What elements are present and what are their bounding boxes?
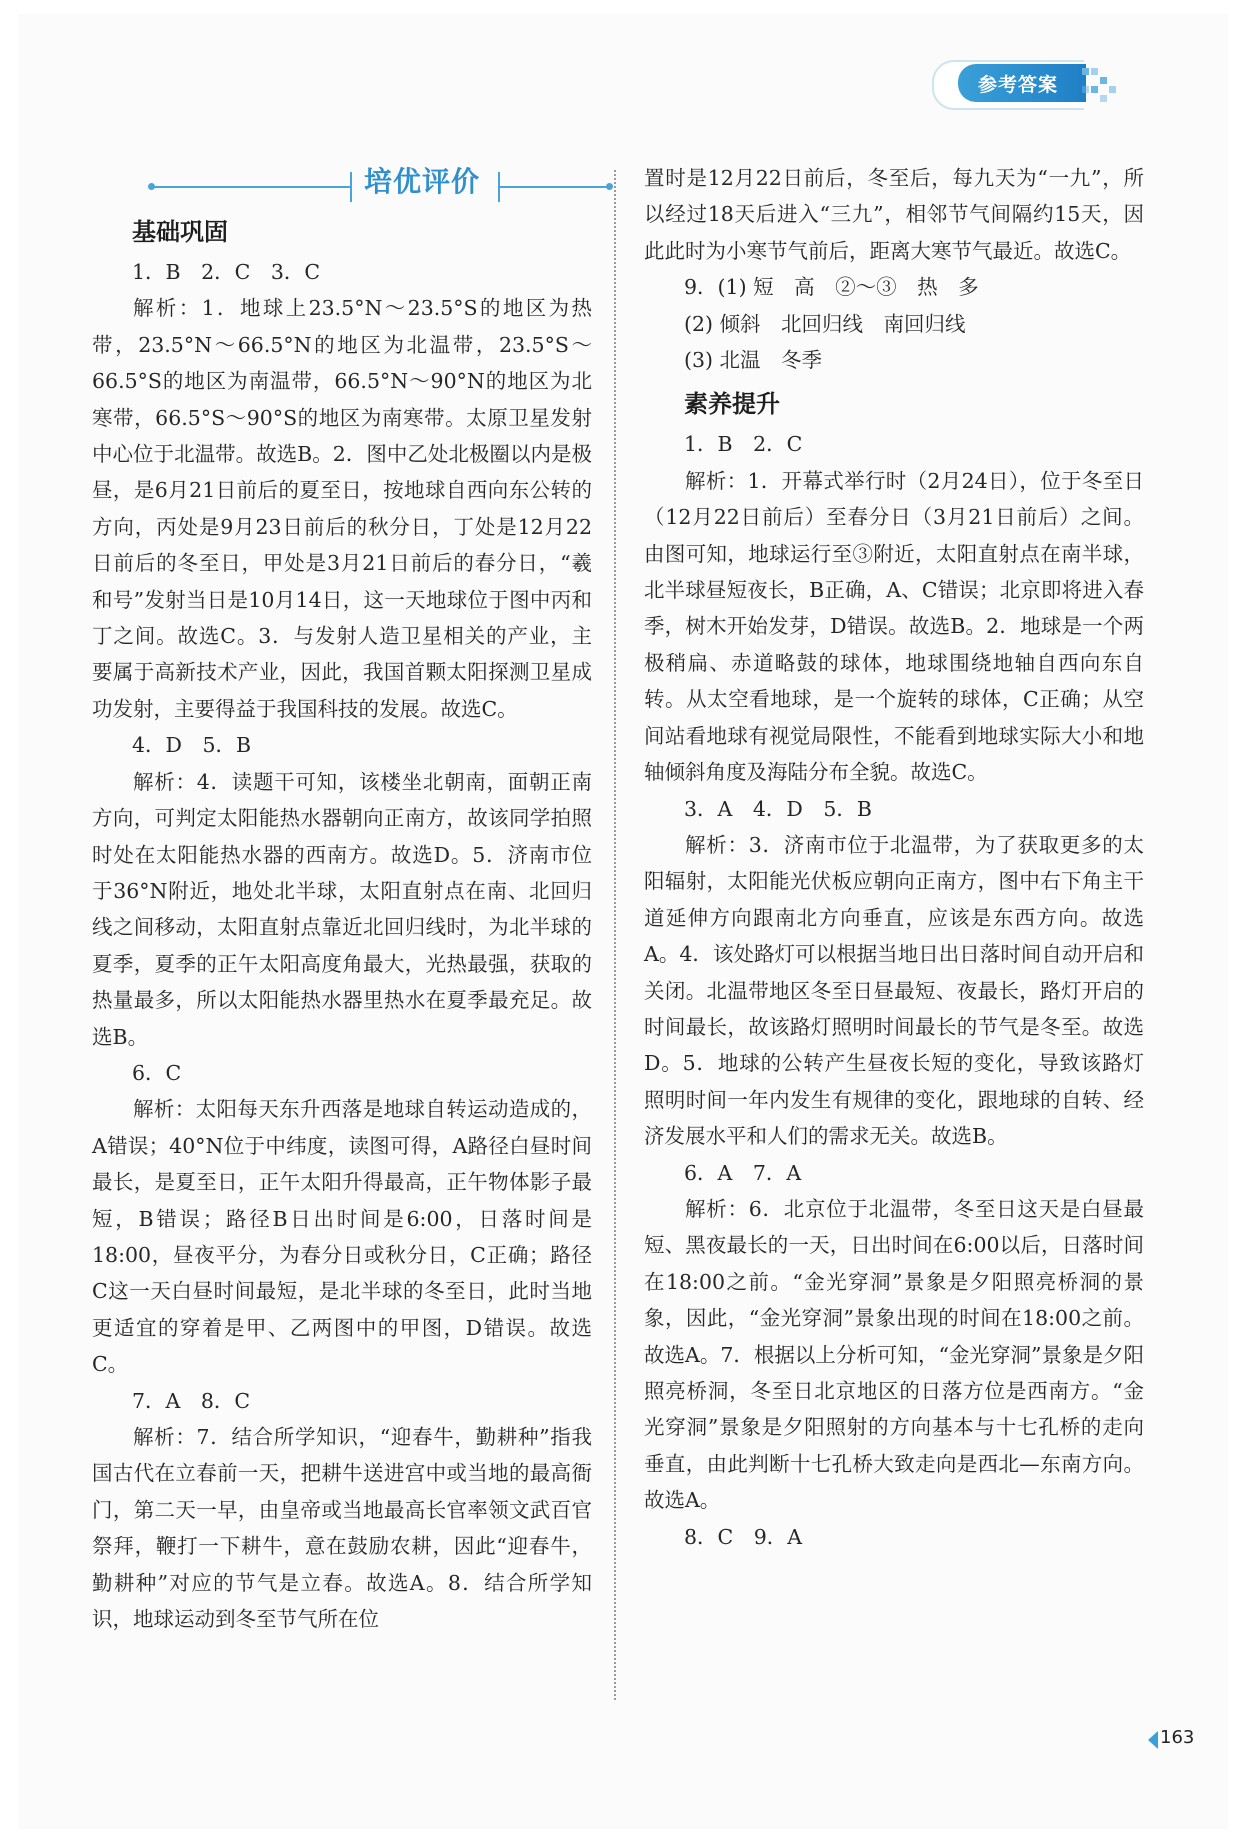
explanation-paragraph: 解析：1．地球上23.5°N～23.5°S的地区为热带，23.5°N～66.5°N的地区为北温带，23.5°S～66.5°S的地区为南温带，66.5°N～90°N的地区为北寒带，66.5°S～90°S的地区为南寒带。太原卫星发射中心位于北温带。故选B。2．图中乙处北极圈以内是极昼，是6月21日前后的夏至日，按地球自西向东公转的方向，丙处是9月23日前后的秋分日，丁处是12月22日前后的冬至日，甲处是3月21日前后的春分日，“羲和号”发射当日是10月14日，这一天地球位于图中丙和丁之间。故选C。3．与发射人造卫星相关的产业，主要属于高新技术产业，因此，我国首颗太阳探测卫星成功发射，主要得益于我国科技的发展。故选C。 bbox=[92, 296, 592, 721]
answer-line: (2) 倾斜 北回归线 南回归线 bbox=[684, 311, 966, 336]
explanation-continuation: 置时是12月22日前后，冬至后，每九天为“一九”，所以经过18天后进入“三九”，相邻节气间隔约15天，因此此时为小寒节气前后，距离大寒节气最近。故选C。 bbox=[644, 166, 1144, 263]
section-title-text: 培优评价 bbox=[364, 165, 481, 198]
column-divider bbox=[614, 170, 616, 1700]
answer-line: 3．A 4．D 5．B bbox=[684, 796, 872, 821]
page-number: 163 bbox=[1160, 1727, 1195, 1748]
explanation-paragraph: 解析：6．北京位于北温带，冬至日这天是白昼最短、黑夜最长的一天，日出时间在6:00以后，日落时间在18:00之前。“金光穿洞”景象是夕阳照亮桥洞的景象，因此，“金光穿洞”景象出现的时间在18:00之前。故选A。7．根据以上分析可知，“金光穿洞”景象是夕阳照亮桥洞，冬至日北京地区的日落方位是西南方。“金光穿洞”景象是夕阳照射的方向基本与十七孔桥的走向垂直，由此判断十七孔桥大致走向是西北—东南方向。故选A。 bbox=[644, 1196, 1144, 1513]
answer-line: 9．(1) 短 高 ②～③ 热 多 bbox=[684, 275, 979, 300]
answer-line: 6．A 7．A bbox=[684, 1160, 802, 1185]
section-title bbox=[92, 160, 592, 206]
answer-line: 1．B 2．C bbox=[684, 432, 803, 457]
pixel-decoration-icon bbox=[1082, 68, 1122, 98]
explanation-paragraph: 解析：1．开幕式举行时（2月24日），位于冬至日（12月22日前后）至春分日（3月21日前后）之间。由图可知，地球运行至③附近，太阳直射点在南半球，北半球昼短夜长，B正确，A、C错误；北京即将进入春季，树木开始发芽，D错误。故选B。2．地球是一个两极稍扁、赤道略鼓的球体，地球围绕地轴自西向东自转。从太空看地球，是一个旋转的球体，C正确；从空间站看地球有视觉局限性，不能看到地球实际大小和地轴倾斜角度及海陆分布全貌。故选C。 bbox=[644, 468, 1144, 785]
right-column bbox=[644, 160, 1144, 1555]
answer-line: (3) 北温 冬季 bbox=[684, 348, 823, 373]
answer-key-tab bbox=[932, 60, 1132, 108]
explanation-paragraph: 解析：4．读题干可知，该楼坐北朝南，面朝正南方向，可判定太阳能热水器朝向正南方，故该同学拍照时处在太阳能热水器的西南方。故选D。5．济南市位于36°N附近，地处北半球，太阳直射点在南、北回归线之间移动，太阳直射点靠近北回归线时，为北半球的夏季，夏季的正午太阳高度角最大，光热最强，获取的热量最多，所以太阳能热水器里热水在夏季最充足。故选B。 bbox=[92, 769, 592, 1049]
answer-line: 8．C 9．A bbox=[684, 1524, 803, 1549]
explanation-paragraph: 解析：3．济南市位于北温带，为了获取更多的太阳辐射，太阳能光伏板应朝向正南方，图中右下角主干道延伸方向跟南北方向垂直，应该是东西方向。故选A。4．该处路灯可以根据当地日出日落时间自动开启和关闭。北温带地区冬至日昼最短、夜最长，路灯开启的时间最长，故该路灯照明时间最长的节气是冬至。故选D。5．地球的公转产生昼夜长短的变化，导致该路灯照明时间一年内发生有规律的变化，跟地球的自转、经济发展水平和人们的需求无关。故选B。 bbox=[644, 832, 1144, 1149]
answer-line: 1．B 2．C 3．C bbox=[132, 260, 321, 284]
answer-line: 7．A 8．C bbox=[132, 1388, 251, 1413]
explanation-paragraph: 解析：7．结合所学知识，“迎春牛，勤耕种”指我国古代在立春前一天，把耕牛送进宫中或当地的最高衙门，第二天一早，由皇帝或当地最高长官率领文武百官祭拜，鞭打一下耕牛，意在鼓励农耕，因此“迎春牛，勤耕种”对应的节气是立春。故选A。8．结合所学知识，地球运动到冬至节气所在位 bbox=[92, 1425, 592, 1632]
explanation-paragraph: 解析：太阳每天东升西落是地球自转运动造成的，A错误；40°N位于中纬度，读图可得，A路径白昼时间最长，是夏至日，正午太阳升得最高，正午物体影子最短，B错误；路径B日出时间是6:00，日落时间是18:00，昼夜平分，为春分日或秋分日，C正确；路径C这一天白昼时间最短，是北半球的冬至日，此时当地更适宜的穿着是甲、乙两图中的甲图，D错误。故选C。 bbox=[92, 1097, 592, 1377]
heading-basic: 基础巩固 bbox=[132, 218, 228, 246]
tab-label: 参考答案 bbox=[978, 74, 1059, 96]
heading-advanced: 素养提升 bbox=[684, 390, 780, 419]
answer-line: 4．D 5．B bbox=[132, 733, 252, 758]
page-arrow-icon bbox=[1148, 1731, 1158, 1749]
left-column bbox=[92, 160, 592, 1637]
answer-line: 6．C bbox=[132, 1060, 182, 1085]
